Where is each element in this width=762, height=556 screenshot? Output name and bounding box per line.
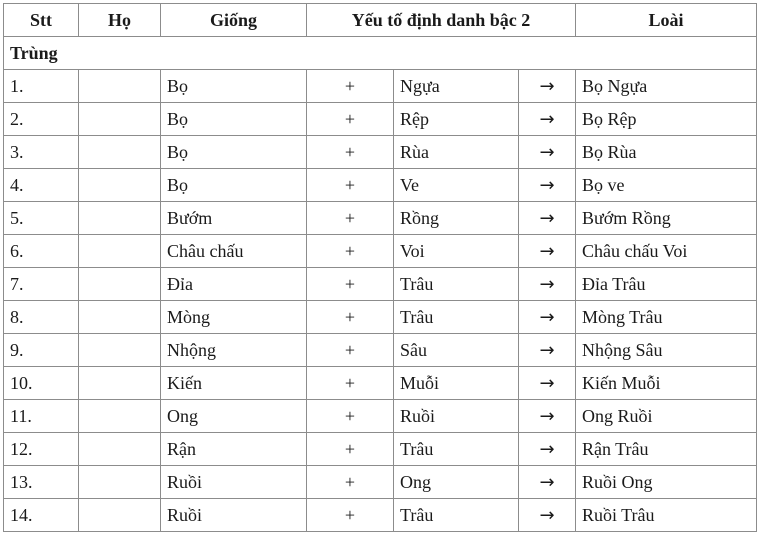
table-row [4,466,757,499]
cell-yeu-to-cell [394,466,519,499]
cell-ho-cell [79,268,161,301]
cell-loai: Nhộng Sâu [582,339,663,360]
cell-giong-cell [161,136,307,169]
arrow-icon-cell [519,367,576,400]
cell-loai-cell [576,136,757,169]
cell-stt: 10. [10,372,33,393]
header-stt: Stt [4,4,79,37]
plus-sign-cell [307,169,394,202]
cell-loai: Bọ Rệp [582,108,637,129]
cell-giong: Ruồi [167,471,203,492]
cell-stt: 9. [10,339,24,360]
cell-yeu-to: Trâu [400,438,434,459]
cell-ho-cell [79,400,161,433]
cell-loai-cell [576,400,757,433]
cell-yeu-to-cell [394,367,519,400]
cell-giong-cell [161,103,307,136]
cell-giong: Mòng [167,306,211,327]
arrow-icon-cell [519,301,576,334]
cell-yeu-to-cell [394,268,519,301]
cell-giong: Bọ [167,75,189,96]
cell-ho-cell [79,367,161,400]
cell-stt: 6. [10,240,24,261]
cell-stt-cell [4,103,79,136]
cell-loai-cell [576,169,757,202]
cell-stt-cell [4,202,79,235]
cell-giong-cell [161,400,307,433]
plus-sign: + [344,240,356,261]
arrow-icon-cell [519,202,576,235]
plus-sign: + [344,273,356,294]
arrow-icon: → [539,240,555,262]
cell-giong-cell [161,499,307,532]
plus-sign: + [344,504,356,525]
plus-sign: + [344,75,356,96]
plus-sign-cell [307,301,394,334]
plus-sign-cell [307,103,394,136]
table-row [4,103,757,136]
table-row [4,235,757,268]
cell-loai-cell [576,301,757,334]
arrow-icon: → [539,504,555,526]
plus-sign-cell [307,202,394,235]
cell-ho-cell [79,334,161,367]
plus-sign: + [344,174,356,195]
cell-loai: Bọ Rùa [582,141,637,162]
cell-stt: 3. [10,141,24,162]
cell-giong-cell [161,268,307,301]
cell-giong-cell [161,367,307,400]
arrow-icon-cell [519,433,576,466]
cell-loai-cell [576,367,757,400]
arrow-icon-cell [519,169,576,202]
plus-sign: + [344,141,356,162]
table-row [4,499,757,532]
cell-loai: Châu chấu Voi [582,240,688,261]
cell-yeu-to-cell [394,169,519,202]
table-row [4,202,757,235]
arrow-icon-cell [519,400,576,433]
cell-giong: Ong [167,405,198,426]
section-row [4,37,757,70]
cell-loai: Bướm Rồng [582,207,671,228]
cell-loai-cell [576,499,757,532]
plus-sign: + [344,471,356,492]
table-row [4,169,757,202]
cell-giong: Rận [167,438,196,459]
plus-sign-cell [307,433,394,466]
cell-giong: Bọ [167,108,189,129]
arrow-icon-cell [519,499,576,532]
cell-stt-cell [4,169,79,202]
cell-yeu-to: Sâu [400,339,427,360]
cell-giong: Châu chấu [167,240,244,261]
section-label: Trùng [4,37,757,70]
cell-stt: 1. [10,75,24,96]
cell-yeu-to: Voi [400,240,425,261]
cell-ho-cell [79,433,161,466]
cell-yeu-to-cell [394,202,519,235]
table-row [4,367,757,400]
cell-giong: Bọ [167,174,189,195]
cell-yeu-to: Ong [400,471,431,492]
plus-sign-cell [307,466,394,499]
arrow-icon-cell [519,235,576,268]
cell-stt: 14. [10,504,33,525]
cell-ho-cell [79,499,161,532]
cell-stt-cell [4,466,79,499]
cell-loai: Bọ Ngựa [582,75,648,96]
cell-loai-cell [576,235,757,268]
arrow-icon: → [539,273,555,295]
cell-loai-cell [576,103,757,136]
cell-stt-cell [4,433,79,466]
plus-sign: + [344,438,356,459]
cell-stt: 12. [10,438,33,459]
arrow-icon: → [539,174,555,196]
arrow-icon-cell [519,334,576,367]
cell-loai: Rận Trâu [582,438,649,459]
cell-loai: Ruồi Ong [582,471,653,492]
plus-sign: + [344,207,356,228]
cell-stt-cell [4,400,79,433]
arrow-icon: → [539,75,555,97]
cell-yeu-to-cell [394,103,519,136]
cell-yeu-to: Rùa [400,141,429,162]
cell-loai-cell [576,466,757,499]
header-giong: Giống [161,4,307,37]
header-yeu-to: Yếu tố định danh bậc 2 [307,4,576,37]
cell-stt: 7. [10,273,24,294]
cell-yeu-to: Rệp [400,108,429,129]
cell-yeu-to: Rồng [400,207,440,228]
cell-ho-cell [79,235,161,268]
cell-stt: 8. [10,306,24,327]
cell-giong-cell [161,301,307,334]
plus-sign: + [344,306,356,327]
cell-loai: Ruồi Trâu [582,504,655,525]
cell-giong: Bướm [167,207,213,228]
cell-yeu-to: Ruồi [400,405,436,426]
arrow-icon-cell [519,136,576,169]
cell-giong-cell [161,202,307,235]
plus-sign-cell [307,136,394,169]
cell-giong-cell [161,334,307,367]
cell-stt-cell [4,70,79,103]
cell-ho-cell [79,70,161,103]
plus-sign: + [344,372,356,393]
plus-sign-cell [307,400,394,433]
arrow-icon: → [539,141,555,163]
cell-yeu-to-cell [394,136,519,169]
cell-stt-cell [4,499,79,532]
plus-sign-cell [307,268,394,301]
cell-ho-cell [79,169,161,202]
cell-giong: Bọ [167,141,189,162]
cell-loai-cell [576,268,757,301]
cell-yeu-to: Muỗi [400,372,440,393]
arrow-icon: → [539,339,555,361]
cell-ho-cell [79,466,161,499]
table-row [4,268,757,301]
cell-giong-cell [161,466,307,499]
cell-stt-cell [4,136,79,169]
cell-stt-cell [4,268,79,301]
plus-sign-cell [307,367,394,400]
table-row [4,433,757,466]
table-row [4,70,757,103]
cell-yeu-to: Trâu [400,273,434,294]
arrow-icon-cell [519,70,576,103]
cell-stt: 5. [10,207,24,228]
table-row [4,136,757,169]
cell-loai: Ong Ruồi [582,405,653,426]
cell-giong-cell [161,433,307,466]
arrow-icon: → [539,405,555,427]
plus-sign-cell [307,70,394,103]
arrow-icon: → [539,306,555,328]
arrow-icon: → [539,471,555,493]
cell-yeu-to-cell [394,433,519,466]
arrow-icon-cell [519,466,576,499]
arrow-icon: → [539,438,555,460]
cell-stt: 11. [10,405,32,426]
cell-ho-cell [79,136,161,169]
cell-yeu-to-cell [394,235,519,268]
arrow-icon-cell [519,103,576,136]
cell-giong: Ruồi [167,504,203,525]
cell-loai-cell [576,70,757,103]
plus-sign: + [344,108,356,129]
cell-loai: Kiến Muỗi [582,372,661,393]
table-row [4,301,757,334]
cell-yeu-to: Trâu [400,504,434,525]
cell-ho-cell [79,301,161,334]
cell-yeu-to: Ve [400,174,419,195]
cell-loai: Đỉa Trâu [582,273,646,294]
cell-loai: Mòng Trâu [582,306,663,327]
cell-stt-cell [4,334,79,367]
plus-sign-cell [307,334,394,367]
plus-sign: + [344,339,356,360]
arrow-icon: → [539,108,555,130]
cell-loai-cell [576,433,757,466]
cell-loai: Bọ ve [582,174,625,195]
cell-loai-cell [576,202,757,235]
cell-yeu-to-cell [394,499,519,532]
cell-ho-cell [79,202,161,235]
arrow-icon: → [539,207,555,229]
cell-yeu-to-cell [394,400,519,433]
header-ho: Họ [79,4,161,37]
cell-stt: 4. [10,174,24,195]
cell-giong: Nhộng [167,339,216,360]
header-row [4,4,757,37]
cell-loai-cell [576,334,757,367]
cell-yeu-to-cell [394,301,519,334]
cell-giong: Kiến [167,372,202,393]
cell-stt: 2. [10,108,24,129]
cell-stt-cell [4,235,79,268]
cell-yeu-to: Ngựa [400,75,440,96]
table-row [4,400,757,433]
cell-stt-cell [4,301,79,334]
arrow-icon: → [539,372,555,394]
cell-stt: 13. [10,471,33,492]
cell-yeu-to: Trâu [400,306,434,327]
arrow-icon-cell [519,268,576,301]
plus-sign-cell [307,235,394,268]
cell-yeu-to-cell [394,334,519,367]
cell-giong-cell [161,235,307,268]
cell-giong-cell [161,70,307,103]
plus-sign: + [344,405,356,426]
taxonomy-table [3,3,757,532]
cell-yeu-to-cell [394,70,519,103]
header-loai: Loài [576,4,757,37]
plus-sign-cell [307,499,394,532]
cell-giong: Đỉa [167,273,193,294]
cell-stt-cell [4,367,79,400]
cell-giong-cell [161,169,307,202]
table-row [4,334,757,367]
cell-ho-cell [79,103,161,136]
